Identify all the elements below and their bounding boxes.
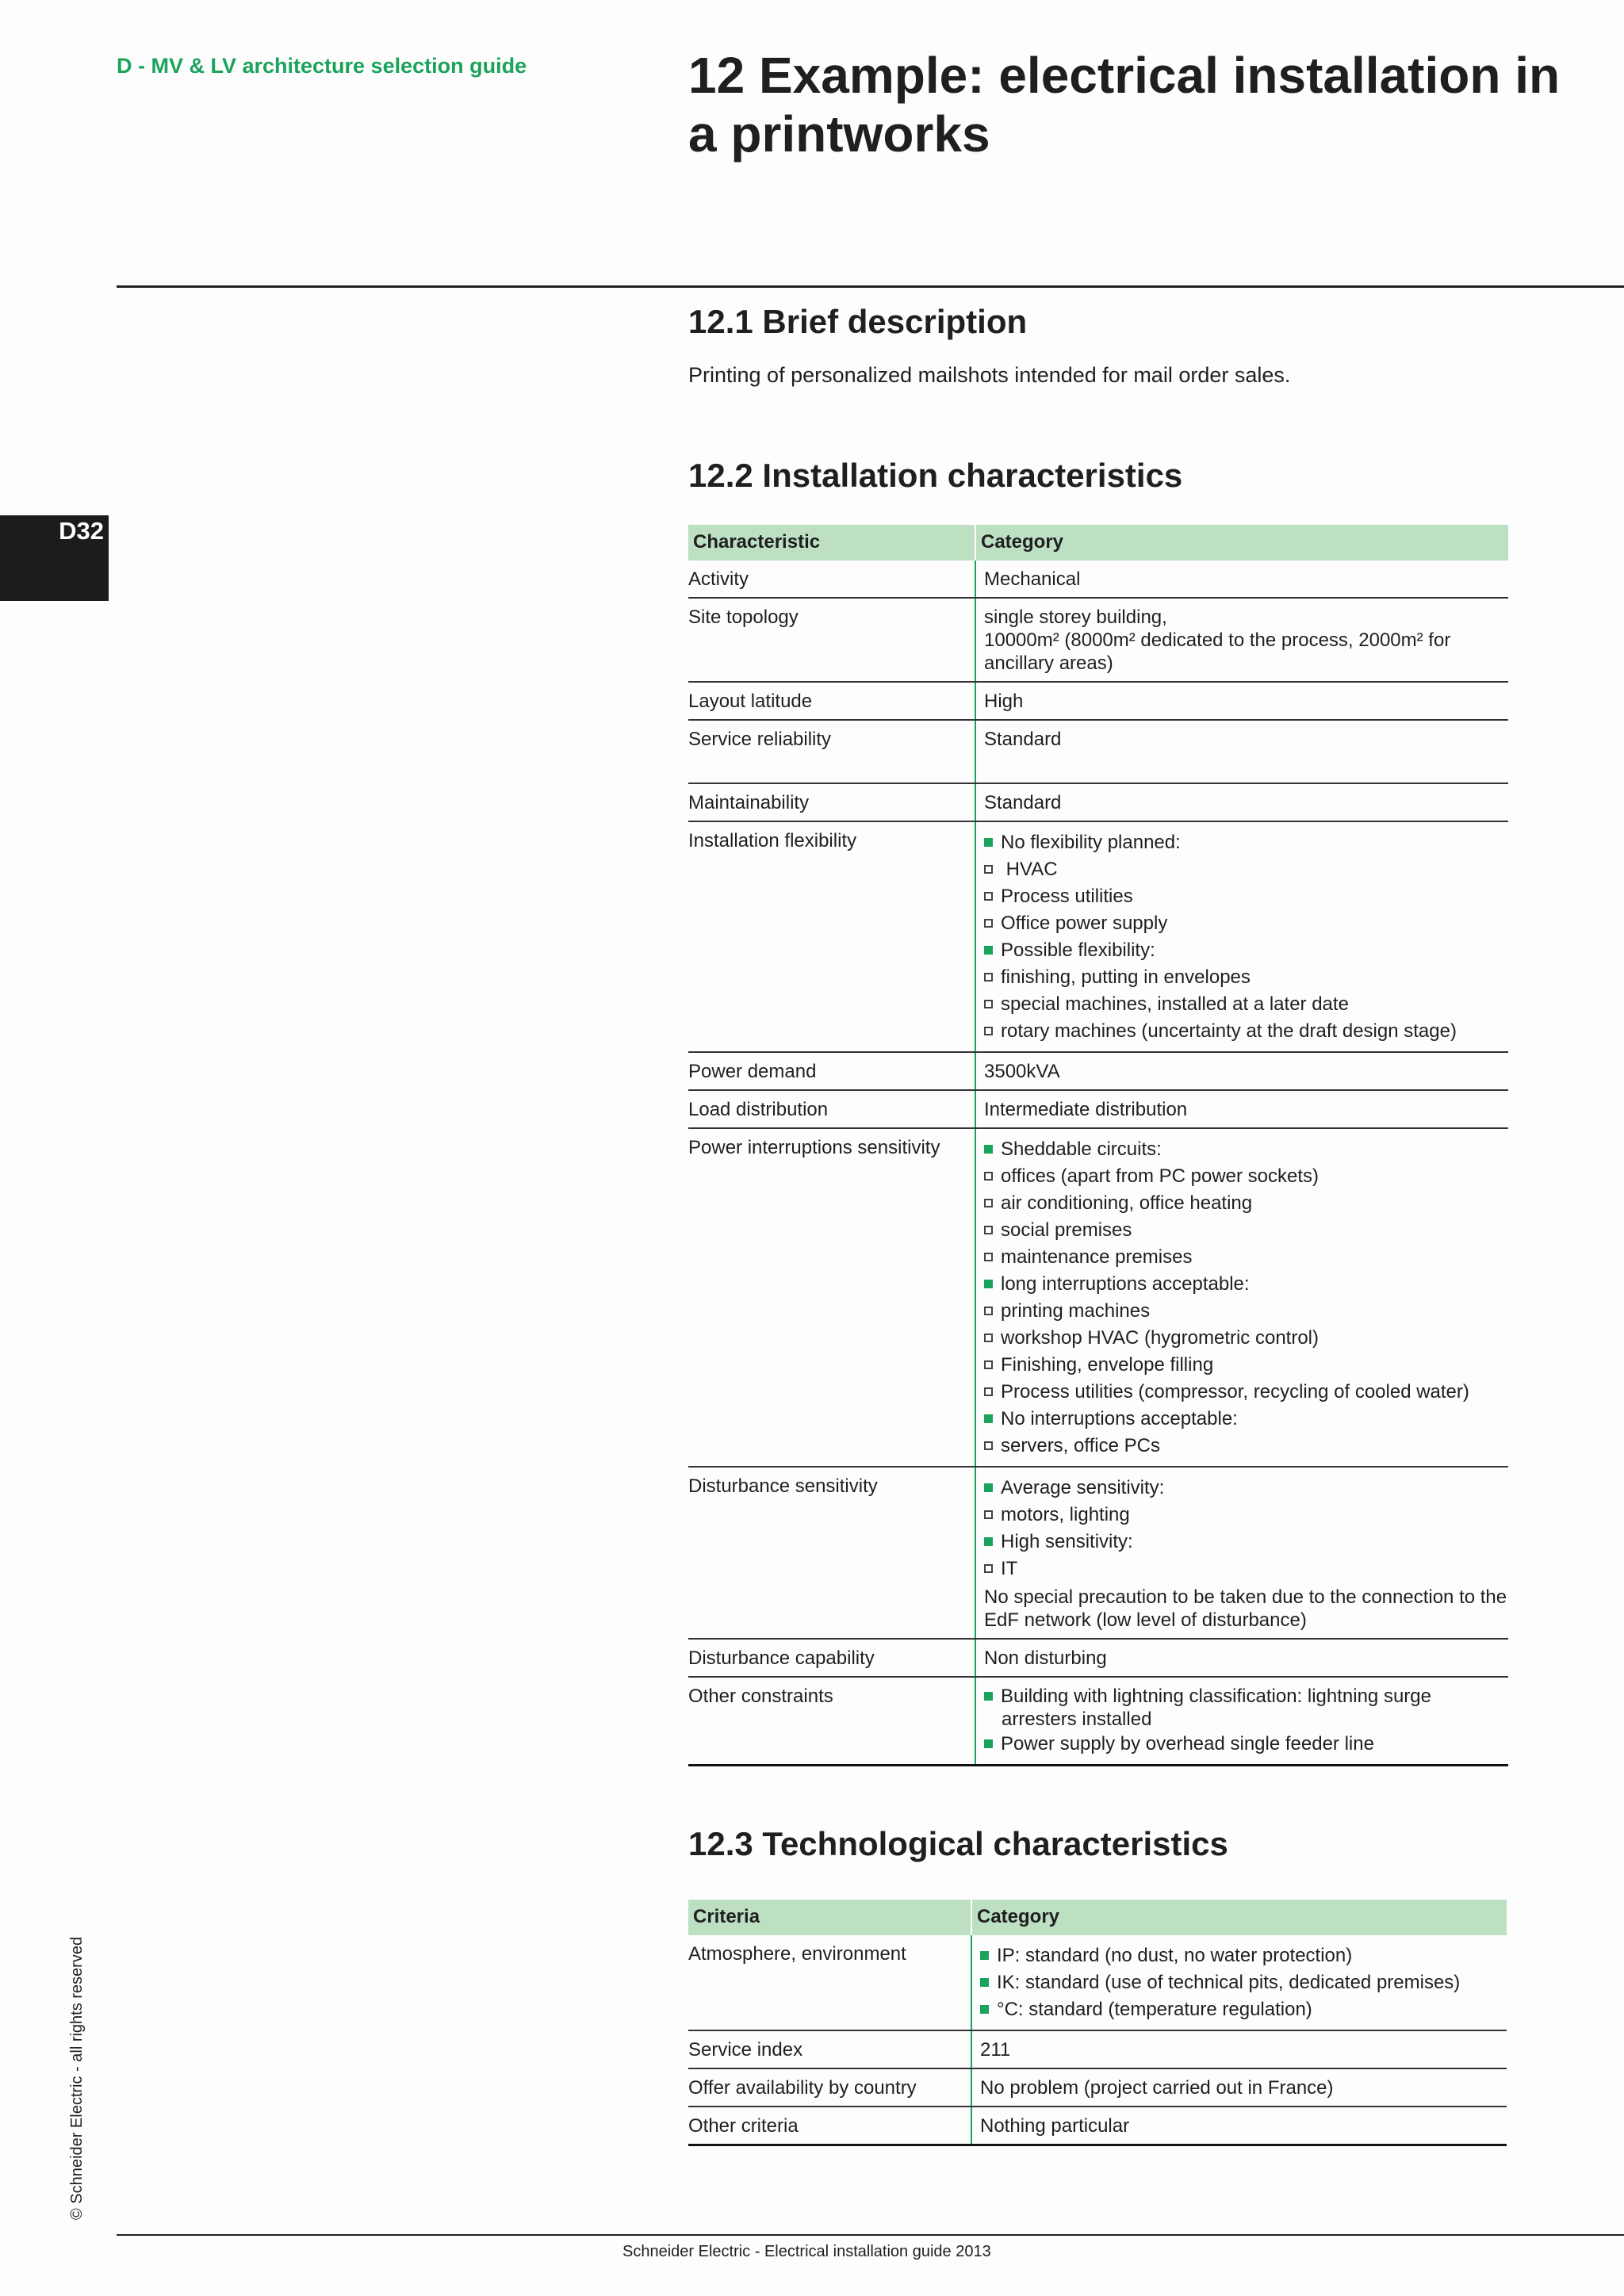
row-label: Service reliability	[688, 720, 975, 783]
bullet-text: Power supply by overhead single feeder line	[1001, 1733, 1374, 1755]
bullet-item	[984, 1325, 1508, 1352]
hollow-square-bullet-icon	[984, 1253, 993, 1261]
bullet-item	[984, 1018, 1508, 1045]
table-header-row	[688, 1900, 1507, 1935]
row-value	[975, 561, 1508, 598]
column-header: Category	[975, 525, 1508, 561]
filled-square-bullet-icon	[980, 1978, 989, 1987]
table-header-row	[688, 525, 1508, 561]
filled-square-bullet-icon	[984, 1739, 993, 1748]
row-label: Layout latitude	[688, 682, 975, 720]
column-header: Category	[971, 1900, 1507, 1935]
bullet-item	[984, 1685, 1508, 1731]
bullet-text: special machines, installed at a later date	[1001, 993, 1349, 1015]
table-row	[688, 1935, 1507, 2030]
section-tag: D - MV & LV architecture selection guide	[117, 54, 527, 78]
bullet-text: HVAC	[1001, 859, 1058, 880]
bullet-item	[980, 1969, 1507, 1996]
row-label: Power interruptions sensitivity	[688, 1128, 975, 1467]
bullet-text: Office power supply	[1001, 913, 1168, 934]
bullet-item	[984, 1190, 1508, 1217]
hollow-square-bullet-icon	[984, 1510, 993, 1519]
row-label: Power demand	[688, 1052, 975, 1090]
bullet-item	[984, 910, 1508, 937]
column-header: Criteria	[688, 1900, 971, 1935]
copyright-notice: © Schneider Electric - all rights reserved	[68, 1936, 86, 2220]
hollow-square-bullet-icon	[984, 1027, 993, 1035]
bullet-text: social premises	[1001, 1219, 1132, 1241]
row-label: Activity	[688, 561, 975, 598]
row-value	[975, 783, 1508, 821]
hollow-square-bullet-icon	[984, 973, 993, 982]
bullet-item	[984, 1406, 1508, 1433]
table-row	[688, 1128, 1508, 1467]
bullet-text: IK: standard (use of technical pits, dedicated premises)	[997, 1972, 1461, 1993]
value-line: Nothing particular	[980, 2115, 1130, 2137]
value-line: High	[984, 691, 1024, 712]
row-label: Other criteria	[688, 2107, 971, 2145]
bullet-item	[984, 1529, 1508, 1556]
value-line: Non disturbing	[984, 1647, 1107, 1669]
row-value	[971, 1935, 1507, 2030]
table-row	[688, 2030, 1507, 2068]
hollow-square-bullet-icon	[984, 892, 993, 901]
row-value	[971, 2068, 1507, 2107]
row-value	[975, 821, 1508, 1052]
filled-square-bullet-icon	[984, 1414, 993, 1423]
bullet-text: motors, lighting	[1001, 1504, 1130, 1525]
bullet-item	[980, 1996, 1507, 2023]
table-row	[688, 2107, 1507, 2145]
bullet-text: Process utilities (compressor, recycling of cooled water)	[1001, 1381, 1469, 1402]
bullet-text: rotary machines (uncertainty at the draft design stage)	[1001, 1020, 1457, 1042]
filled-square-bullet-icon	[984, 1692, 993, 1701]
table-row	[688, 821, 1508, 1052]
bullet-item	[984, 937, 1508, 964]
row-value	[975, 1639, 1508, 1677]
hollow-square-bullet-icon	[984, 1000, 993, 1008]
bullet-text: IP: standard (no dust, no water protection)	[997, 1945, 1353, 1966]
value-line: Mechanical	[984, 568, 1081, 590]
filled-square-bullet-icon	[984, 838, 993, 847]
row-label: Load distribution	[688, 1090, 975, 1128]
hollow-square-bullet-icon	[984, 1387, 993, 1396]
row-label: Service index	[688, 2030, 971, 2068]
bullet-text: printing machines	[1001, 1300, 1151, 1322]
technological-characteristics-table	[688, 1900, 1507, 2146]
row-note: No special precaution to be taken due to the connection to the EdF network (low level of disturbance)	[984, 1586, 1507, 1631]
hollow-square-bullet-icon	[984, 1564, 993, 1573]
row-value	[971, 2030, 1507, 2068]
heading-technological-characteristics: 12.3 Technological characteristics	[688, 1825, 1228, 1862]
row-label: Site topology	[688, 598, 975, 682]
hollow-square-bullet-icon	[984, 1172, 993, 1181]
filled-square-bullet-icon	[980, 2005, 989, 2014]
table-row	[688, 1677, 1508, 1766]
bullet-item	[984, 1379, 1508, 1406]
row-value	[975, 1052, 1508, 1090]
hollow-square-bullet-icon	[984, 919, 993, 928]
table-row	[688, 783, 1508, 821]
table-row	[688, 682, 1508, 720]
hollow-square-bullet-icon	[984, 1199, 993, 1207]
row-label: Disturbance capability	[688, 1639, 975, 1677]
bullet-item	[984, 1731, 1508, 1758]
bullet-item	[984, 964, 1508, 991]
row-label: Disturbance sensitivity	[688, 1467, 975, 1639]
table-row	[688, 598, 1508, 682]
bullet-text: No flexibility planned:	[1001, 832, 1181, 853]
row-value	[975, 598, 1508, 682]
row-value	[975, 1677, 1508, 1766]
bullet-item	[984, 856, 1508, 883]
hollow-square-bullet-icon	[984, 1226, 993, 1234]
bullet-item	[984, 1136, 1508, 1163]
row-value	[975, 1467, 1508, 1639]
page-title: 12 Example: electrical installation in a printworks	[688, 47, 1561, 163]
hollow-square-bullet-icon	[984, 1334, 993, 1342]
bullet-item	[984, 1271, 1508, 1298]
bottom-divider	[117, 2234, 1624, 2236]
bullet-item	[984, 883, 1508, 910]
row-value	[975, 682, 1508, 720]
value-line: 3500kVA	[984, 1061, 1060, 1082]
filled-square-bullet-icon	[984, 1280, 993, 1288]
bullet-text: Possible flexibility:	[1001, 939, 1155, 961]
bullet-text: No interruptions acceptable:	[1001, 1408, 1238, 1429]
row-value	[971, 2107, 1507, 2145]
bullet-item	[984, 829, 1508, 856]
page-number-tab: D32	[0, 515, 109, 601]
hollow-square-bullet-icon	[984, 865, 993, 874]
bullet-item	[984, 1475, 1508, 1502]
row-label: Other constraints	[688, 1677, 975, 1766]
bullet-text: air conditioning, office heating	[1001, 1192, 1253, 1214]
bullet-item	[984, 991, 1508, 1018]
bullet-item	[984, 1217, 1508, 1244]
filled-square-bullet-icon	[984, 1145, 993, 1154]
row-value	[975, 1128, 1508, 1467]
bullet-text: maintenance premises	[1001, 1246, 1193, 1268]
heading-brief-description: 12.1 Brief description	[688, 303, 1028, 340]
table-row	[688, 561, 1508, 598]
bullet-text: Building with lightning classification: lightning surge arresters installed	[1001, 1686, 1431, 1730]
value-line: Standard	[984, 729, 1062, 750]
bullet-text: °C: standard (temperature regulation)	[997, 1999, 1312, 2020]
hollow-square-bullet-icon	[984, 1307, 993, 1315]
bullet-text: servers, office PCs	[1001, 1435, 1160, 1456]
bullet-item	[984, 1433, 1508, 1460]
bullet-item	[984, 1352, 1508, 1379]
bullet-text: workshop HVAC (hygrometric control)	[1001, 1327, 1320, 1349]
table-row	[688, 1467, 1508, 1639]
top-divider	[117, 285, 1624, 288]
filled-square-bullet-icon	[984, 946, 993, 955]
hollow-square-bullet-icon	[984, 1441, 993, 1450]
bullet-item	[984, 1298, 1508, 1325]
bullet-text: High sensitivity:	[1001, 1531, 1133, 1552]
bullet-text: IT	[1001, 1558, 1018, 1579]
brief-description-text: Printing of personalized mailshots intended for mail order sales.	[688, 363, 1291, 387]
table-row	[688, 2068, 1507, 2107]
row-label: Installation flexibility	[688, 821, 975, 1052]
bullet-text: Sheddable circuits:	[1001, 1138, 1162, 1160]
bullet-text: Process utilities	[1001, 886, 1133, 907]
bullet-item	[984, 1163, 1508, 1190]
bullet-text: Average sensitivity:	[1001, 1477, 1165, 1498]
bullet-item	[984, 1556, 1508, 1582]
table-row	[688, 1090, 1508, 1128]
table-row	[688, 1639, 1508, 1677]
value-line: No problem (project carried out in France)	[980, 2077, 1334, 2099]
value-line: 10000m² (8000m² dedicated to the process, 2000m² for ancillary areas)	[984, 629, 1451, 674]
value-line: single storey building,	[984, 607, 1167, 628]
row-label: Offer availability by country	[688, 2068, 971, 2107]
hollow-square-bullet-icon	[984, 1360, 993, 1369]
bullet-item	[984, 1502, 1508, 1529]
row-label: Atmosphere, environment	[688, 1935, 971, 2030]
value-line: Standard	[984, 792, 1062, 813]
filled-square-bullet-icon	[984, 1537, 993, 1546]
column-header: Characteristic	[688, 525, 975, 561]
value-line: 211	[980, 2039, 1011, 2061]
row-label: Maintainability	[688, 783, 975, 821]
filled-square-bullet-icon	[980, 1951, 989, 1960]
filled-square-bullet-icon	[984, 1483, 993, 1492]
bullet-text: Finishing, envelope filling	[1001, 1354, 1214, 1376]
bullet-text: offices (apart from PC power sockets)	[1001, 1165, 1320, 1187]
value-line: Intermediate distribution	[984, 1099, 1188, 1120]
bullet-item	[980, 1942, 1507, 1969]
installation-characteristics-table	[688, 525, 1508, 1766]
table-row	[688, 1052, 1508, 1090]
bullet-text: finishing, putting in envelopes	[1001, 966, 1251, 988]
table-row	[688, 720, 1508, 783]
page-footer: Schneider Electric - Electrical installation guide 2013	[622, 2243, 991, 2260]
bullet-text: long interruptions acceptable:	[1001, 1273, 1250, 1295]
heading-installation-characteristics: 12.2 Installation characteristics	[688, 457, 1183, 494]
bullet-item	[984, 1244, 1508, 1271]
row-value	[975, 1090, 1508, 1128]
row-value	[975, 720, 1508, 783]
